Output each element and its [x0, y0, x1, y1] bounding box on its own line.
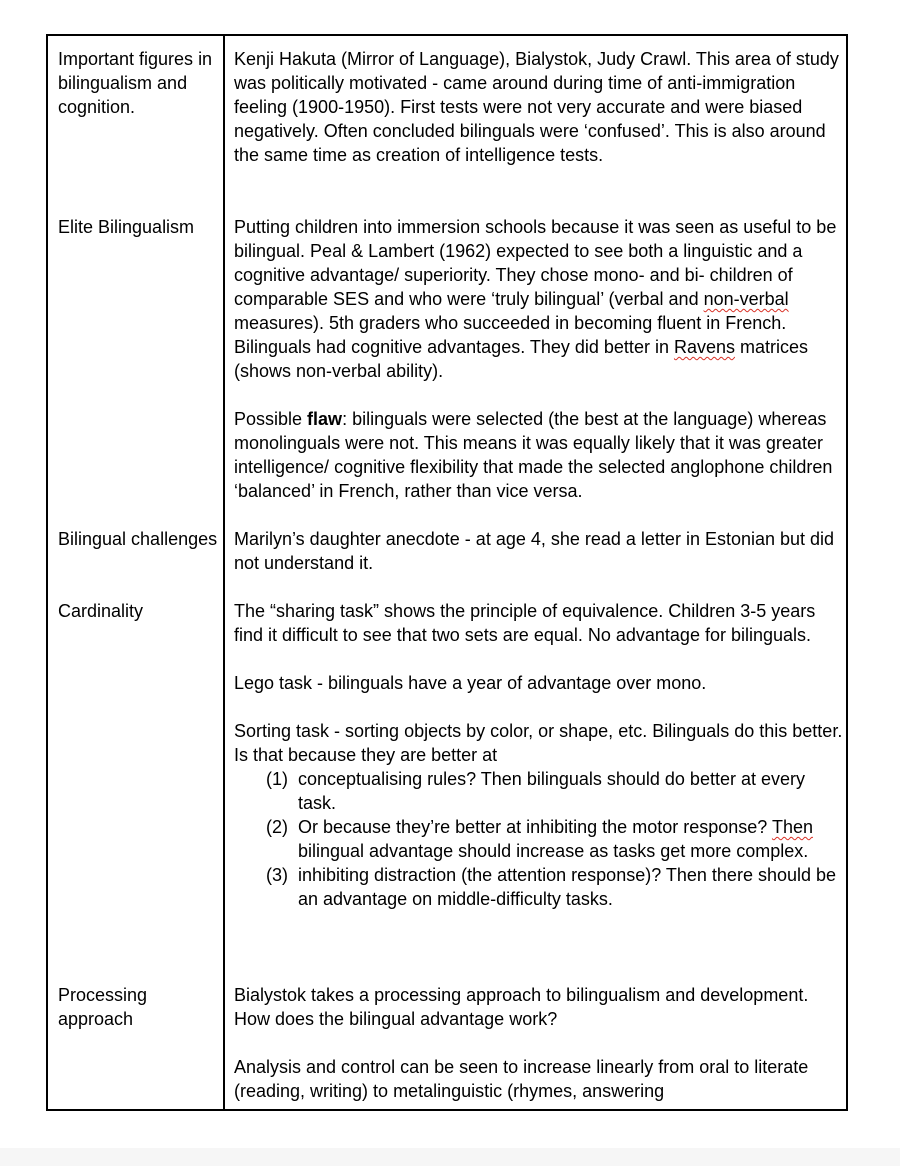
list-item [234, 767, 846, 815]
paragraph: Kenji Hakuta (Mirror of Language), Bialystok, Judy Crawl. This area of study was politically motivated - came around during time of anti-immigration feeling (1900-1950). First tests were not very accurate and were biased negatively. Often concluded bilinguals were ‘confused’. This is also around the same time as creation of intelligence tests. [234, 49, 839, 165]
row-content-processing-approach [234, 983, 846, 1103]
text-run: : bilinguals were selected (the best at the language) whereas monolinguals were not. This means it was equally likely that it was greater intelligence/ cognitive flexibility that made the selected anglophone children ‘balanced’ in French, rather than vice versa. [234, 409, 833, 501]
text-run: Possible [234, 409, 308, 429]
paragraph: Sorting task - sorting objects by color, or shape, etc. Bilinguals do this better. Is that because they are better at [234, 721, 843, 765]
text-run: matrices (shows non-verbal ability). [234, 337, 809, 381]
row-label-important-figures: Important figures in bilingualism and cognition. [58, 49, 213, 117]
bold-word: flaw [307, 409, 343, 429]
notes-table [46, 34, 848, 1111]
paragraph: Lego task - bilinguals have a year of advantage over mono. [234, 673, 707, 693]
paragraph: Bialystok takes a processing approach to bilingualism and development. How does the bilingual advantage work? [234, 985, 809, 1029]
list-number: (1) [266, 769, 288, 789]
misspelled-word[interactable]: Then [771, 817, 813, 837]
numbered-list [234, 767, 846, 911]
list-text: conceptualising rules? Then bilinguals should do better at every task. [298, 769, 805, 813]
text-run: Putting children into immersion schools because it was seen as useful to be bilingual. Peal & Lambert (1962) expected to see both a linguistic and a cognitive advantage/ superiority. They chose mono- and bi- children of comparable SES and who were ‘truly bilingual’ (verbal and [234, 217, 837, 309]
list-text: bilingual advantage should increase as tasks get more complex. [298, 841, 809, 861]
page-bottom-strip [0, 1148, 900, 1166]
list-item [234, 815, 846, 863]
row-label-cardinality: Cardinality [58, 601, 144, 621]
row-label-processing-approach: Processing approach [58, 985, 148, 1029]
paragraph: The “sharing task” shows the principle of equivalence. Children 3-5 years find it difficult to see that two sets are equal. No advantage for bilinguals. [234, 601, 816, 645]
row-content-important-figures [234, 47, 846, 167]
paragraph: Marilyn’s daughter anecdote - at age 4, she read a letter in Estonian but did not understand it. [234, 529, 835, 573]
paragraph [234, 407, 846, 503]
list-text: Or because they’re better at inhibiting the motor response? [298, 817, 772, 837]
paragraph: Analysis and control can be seen to increase linearly from oral to literate (reading, writing) to metalinguistic (rhymes, answering [234, 1057, 809, 1101]
list-item [234, 863, 846, 911]
misspelled-word[interactable]: non-verbal [703, 289, 789, 309]
list-text: inhibiting distraction (the attention response)? Then there should be an advantage on middle-difficulty tasks. [298, 865, 837, 909]
row-label-bilingual-challenges: Bilingual challenges [58, 529, 218, 549]
row-content-bilingual-challenges [234, 527, 846, 575]
text-run: measures). 5th graders who succeeded in becoming fluent in French. Bilinguals had cognitive advantages. They did better in [234, 313, 787, 357]
row-content-elite-bilingualism [234, 215, 846, 503]
paragraph [234, 215, 846, 383]
row-label-elite-bilingualism: Elite Bilingualism [58, 217, 195, 237]
row-content-cardinality [234, 599, 846, 911]
misspelled-word[interactable]: Ravens [673, 337, 735, 357]
list-number: (2) [266, 817, 288, 837]
column-divider [223, 36, 225, 1109]
list-number: (3) [266, 865, 288, 885]
